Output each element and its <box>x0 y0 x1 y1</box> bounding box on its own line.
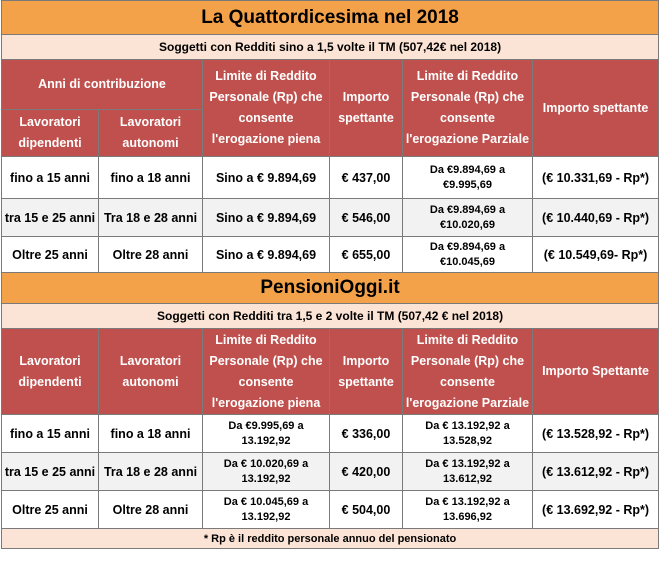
header-limite-piena: Limite di Reddito Personale (Rp) che consente l'erogazione piena <box>203 329 330 415</box>
table-row <box>2 157 659 199</box>
footnote: * Rp è il reddito personale annuo del pensionato <box>2 529 659 549</box>
cell-dipendenti: fino a 15 anni <box>2 415 99 453</box>
table-row <box>2 237 659 273</box>
header-importo-spettante: Importo spettante <box>533 60 659 157</box>
section2-subtitle: Soggetti con Redditi tra 1,5 e 2 volte il TM (507,42 € nel 2018) <box>2 304 659 329</box>
table-row <box>2 453 659 491</box>
header-lavoratori-autonomi: Lavoratori autonomi <box>99 329 203 415</box>
header-limite-parziale: Limite di Reddito Personale (Rp) che consente l'erogazione Parziale <box>403 329 533 415</box>
page-title: La Quattordicesima nel 2018 <box>2 1 659 35</box>
cell-limite-parziale: Da €9.894,69 a €9.995,69 <box>403 157 533 199</box>
cell-autonomi: Oltre 28 anni <box>99 491 203 529</box>
cell-importo: € 504,00 <box>330 491 403 529</box>
cell-limite-parziale: Da € 13.192,92 a 13.528,92 <box>403 415 533 453</box>
cell-importo: € 437,00 <box>330 157 403 199</box>
header-limite-piena: Limite di Reddito Personale (Rp) che consente l'erogazione piena <box>203 60 330 157</box>
cell-importo: € 546,00 <box>330 199 403 237</box>
cell-autonomi: Oltre 28 anni <box>99 237 203 273</box>
cell-limite-parziale: Da €9.894,69 a €10.045,69 <box>403 237 533 273</box>
cell-autonomi: Tra 18 e 28 anni <box>99 199 203 237</box>
header-lavoratori-dipendenti: Lavoratori dipendenti <box>2 329 99 415</box>
header-lavoratori-dipendenti: Lavoratori dipendenti <box>2 110 99 157</box>
cell-limite-parziale: Da €9.894,69 a €10.020,69 <box>403 199 533 237</box>
cell-limite-piena: Sino a € 9.894,69 <box>203 157 330 199</box>
cell-limite-piena: Da € 10.045,69 a 13.192,92 <box>203 491 330 529</box>
cell-limite-parziale: Da € 13.192,92 a 13.696,92 <box>403 491 533 529</box>
cell-limite-piena: Sino a € 9.894,69 <box>203 199 330 237</box>
cell-importo-spettante: (€ 13.528,92 - Rp*) <box>533 415 659 453</box>
header-lavoratori-autonomi: Lavoratori autonomi <box>99 110 203 157</box>
table-row <box>2 199 659 237</box>
cell-autonomi: fino a 18 anni <box>99 157 203 199</box>
cell-dipendenti: Oltre 25 anni <box>2 491 99 529</box>
cell-dipendenti: tra 15 e 25 anni <box>2 199 99 237</box>
header-importo: Importo spettante <box>330 329 403 415</box>
section1-subtitle: Soggetti con Redditi sino a 1,5 volte il TM (507,42€ nel 2018) <box>2 35 659 60</box>
cell-importo-spettante: (€ 10.549,69- Rp*) <box>533 237 659 273</box>
brand-title: PensioniOggi.it <box>2 273 659 304</box>
cell-importo-spettante: (€ 13.612,92 - Rp*) <box>533 453 659 491</box>
cell-dipendenti: fino a 15 anni <box>2 157 99 199</box>
table-row <box>2 415 659 453</box>
cell-importo: € 420,00 <box>330 453 403 491</box>
cell-importo-spettante: (€ 13.692,92 - Rp*) <box>533 491 659 529</box>
header-limite-parziale: Limite di Reddito Personale (Rp) che consente l'erogazione Parziale <box>403 60 533 157</box>
cell-autonomi: Tra 18 e 28 anni <box>99 453 203 491</box>
cell-limite-piena: Sino a € 9.894,69 <box>203 237 330 273</box>
cell-dipendenti: Oltre 25 anni <box>2 237 99 273</box>
cell-limite-piena: Da € 10.020,69 a 13.192,92 <box>203 453 330 491</box>
cell-limite-piena: Da €9.995,69 a 13.192,92 <box>203 415 330 453</box>
cell-importo: € 336,00 <box>330 415 403 453</box>
cell-importo: € 655,00 <box>330 237 403 273</box>
cell-importo-spettante: (€ 10.331,69 - Rp*) <box>533 157 659 199</box>
header-importo: Importo spettante <box>330 60 403 157</box>
quattordicesima-table <box>1 0 659 549</box>
header-importo-spettante: Importo Spettante <box>533 329 659 415</box>
cell-autonomi: fino a 18 anni <box>99 415 203 453</box>
cell-limite-parziale: Da € 13.192,92 a 13.612,92 <box>403 453 533 491</box>
cell-importo-spettante: (€ 10.440,69 - Rp*) <box>533 199 659 237</box>
header-anni-contribuzione: Anni di contribuzione <box>2 60 203 110</box>
table-row <box>2 491 659 529</box>
cell-dipendenti: tra 15 e 25 anni <box>2 453 99 491</box>
